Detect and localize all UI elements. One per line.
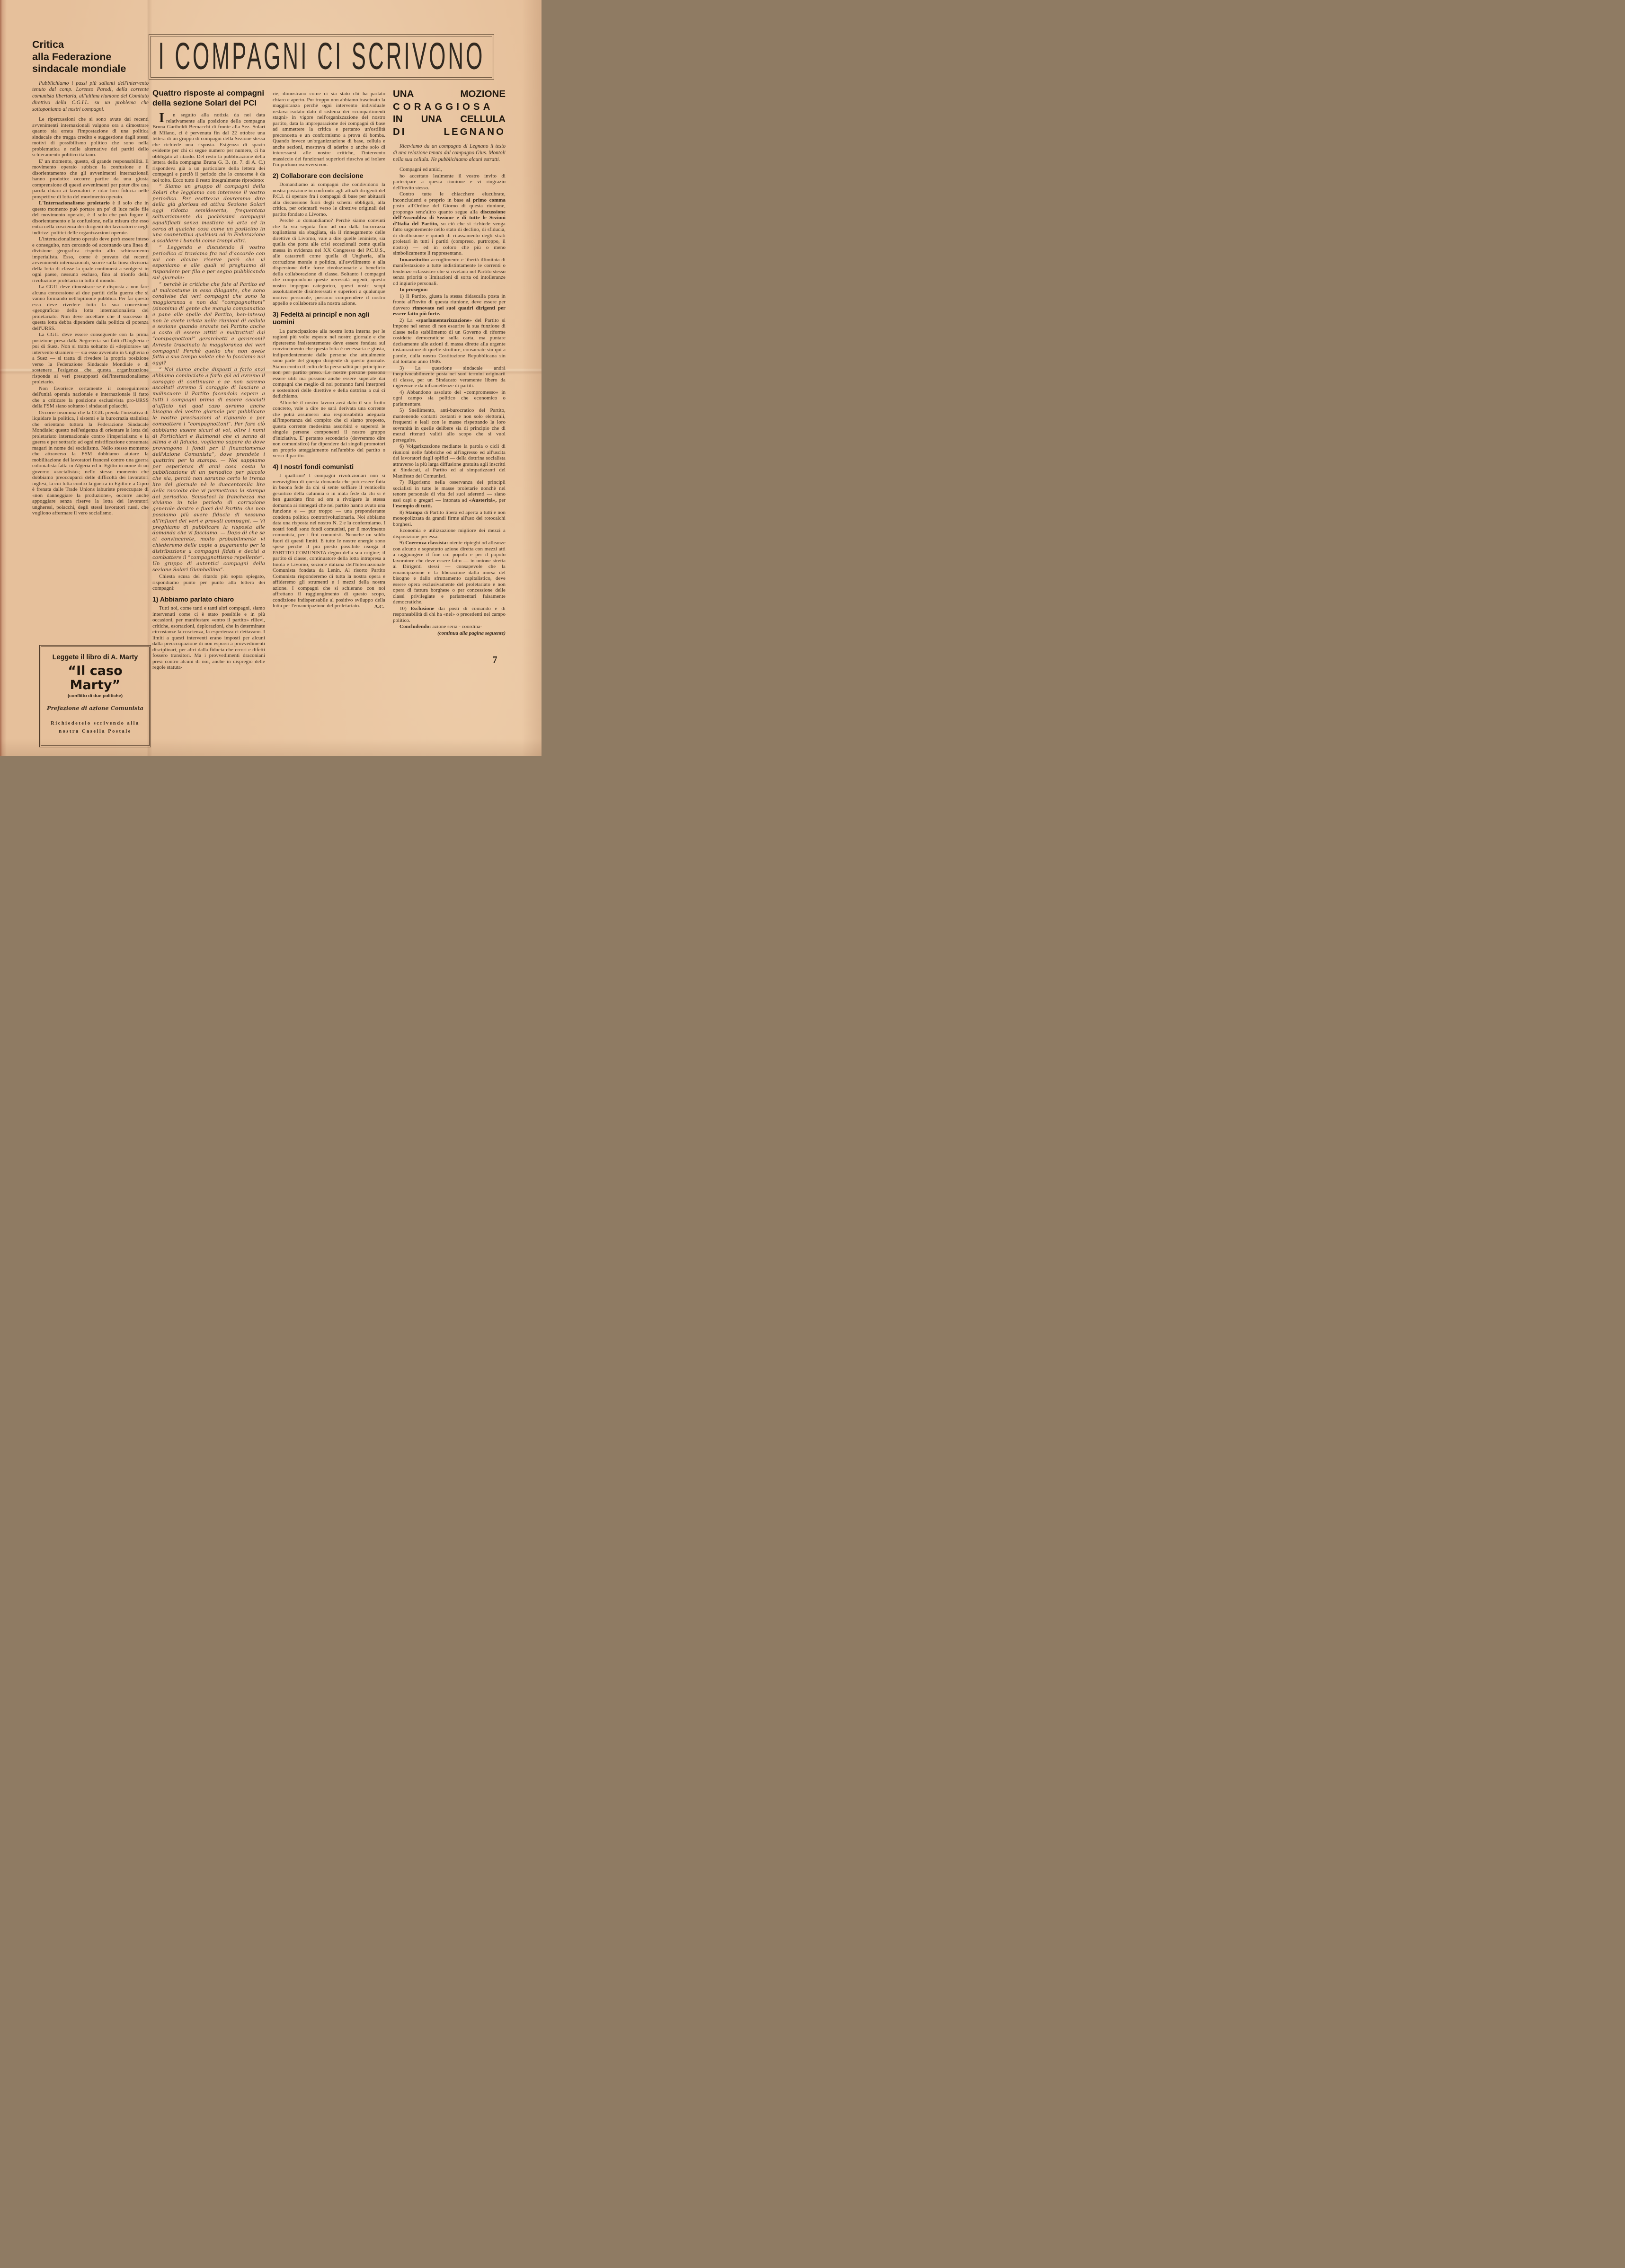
ad-lead-line: Leggete il libro di A. Marty [52, 654, 138, 661]
ad-request-note: Richiedetelo scrivendo alla nostra Casella Postale [51, 721, 140, 734]
title-line: IN UNA CELLULA [393, 114, 506, 124]
paragraph: I quattrini? I compagni rivoluzionari non si meraviglino di questa domanda che può essere fatta in buona fede da chi si sente soffiare il venticello gesuitico della calunnia o in mala fede da chi si è ben guardato fino ad ora a rivolgere la stessa domanda ai rinnegati che nel partito hanno avuto una funzione e — pur troppo — una preponderante condotta politica controrivoluzionaria. Noi abbiamo data una risposta nel nostro N. 2 e la confermiamo. I nostri fondi sono fondi comunisti, per il movimento comunista, per i fini comunisti. Neanche un soldo fuori di questi limiti. E tutte le nostre energie sono spese perchè il più presto possibile risorga il PARTITO COMUNISTA degno della sua origine; il partito di classe, continuatore della lotta intrapresa a Imola e Livorno, sezione italiana dell'Internazionale Comunista fondata da Lenin. Al risorto Partito Comunista risponderemo di tutta la nostra opera e affideremo gli strumenti e i mezzi della nostra azione. I compagni che si schierano con noi affrettano il raggiungimento di questo scopo, condizione indispensabile al positivo sviluppo della lotta per l'emancipazione del proletariato. [273, 473, 385, 609]
ad-book-title: “Il caso Marty” [68, 664, 123, 692]
paragraph: In seguito alla notizia da noi data relativamente alla posizione della compagna Bruna Gariboldi Bernacchi di fronte alla Sez. Solari di Milano, ci è pervenuta fin dal 22 ottobre una lettera di un gruppo di compagni della Sezione stessa che richiede una risposta. Esigenza di spazio evidente per chi ci segue numero per numero, ci ha obbligato al ritardo. Del resto la pubblicazione della lettera della compagna Bruna G. B. (n. 7. di A. C.) rispondeva già a un particolare della lettera dei compagni e perciò il periodo che lo concerne è da noi tolto. Ecco tutto il resto integralmente riprodotto: [152, 111, 265, 183]
list-item: 7) Rigorismo nella osservanza dei principii socialisti in tutte le masse proletarie nonchè nel tenore personale di vita dei suoi aderenti — siano essi capi o gregari — intonata ad «Austerità», per l'esempio di tutti. [393, 479, 506, 509]
list-item: 2) La «sparlamentarizzazione» del Partito si impone nel senso di non esaurire la sua funzione di classe nello stabilimento di un Governo di riforme cosidette democratiche sulla carta, ma puntare decisamente alle azioni di massa dirette alla urgente instaurazione di quelle strutture, consacrate sin quì a parole, dalla nostra Costituzione Repubblicana sin dal lontano anno 1946. [393, 317, 506, 365]
marty-book-ad [41, 647, 150, 746]
paragraph: E' un momento, questo, di grande responsabilità. Il movimento operaio subisce la confusione e il disorientamento che gli avvenimenti internazionali hanno prodotto: occorre partire da una giusta comprensione di questi avvenimenti per poter dire una parola chiara ai lavoratori e ridar loro fiducia nelle prospettive di lotta del movimento operaio. [32, 158, 149, 200]
newspaper-page [0, 0, 542, 756]
masthead-title: I COMPAGNI CI SCRIVONO [158, 35, 485, 78]
paragraph: Compagni ed amici, [400, 167, 442, 173]
paragraph: In proseguo: [400, 287, 428, 293]
paragraph: Le ripercussioni che si sono avute dai recenti avvenimenti internazionali valgono ora a dimostrare quanto sia errata l'impostazione di una politica sindacale che tragga credito e suggestione dagli stessi motivi di possibilismo politico che sono nella problematica e nelle alternative dei partiti dello schieramento politico italiano. [32, 116, 149, 158]
list-item: 3) La questione sindacale andrà inequivocabilmente posta nei suoi termini originarii di classe, per un Sindacato veramente libero da ingerenze e da inframettenze di partiti. [393, 365, 506, 389]
paragraph: Tutti noi, come tanti e tanti altri compagni, siamo intervenuti come ci è stato possibile e in più occasioni, per manifestare «entro il partito» rilievi, critiche, esortazioni, deplorazioni, che in determinate circostanze la coscienza, la esperienza ci dettavano. I limiti a questi interventi erano imposti per alcuni dalla preoccupazione di non esporsi a provvedimenti disciplinari, per altri dalla fiducia che errori e difetti fossero transitori. Ma i provvedimenti draconiani presi contro alcuni di noi, anche in dispregio delle regole statuta- [152, 605, 265, 670]
article-quattro-risposte-continuation [273, 91, 385, 664]
title-line: alla Federazione [32, 51, 112, 62]
article-mozione-legnano [393, 88, 506, 659]
ad-preface-wrap [45, 704, 145, 719]
paragraph: Allorchè il nostro lavoro avrà dato il suo frutto concreto, vale a dire ne sarà derivata una corrente che potrà assumersi una responsabilità adeguata all'importanza del compito che ci siamo proposto, questa corrente medesima assorbirà e supererà le singole persone componenti il nostro gruppo d'iniziativa. E' pertanto secondario (dovremmo dire non comunistico) far dipendere dai singoli promotori un proprio atteggiamento nell'ambito del partito o verso il partito. [273, 399, 385, 459]
paragraph: Concludendo: azione seria - coordina- [400, 624, 482, 630]
title-line: della sezione Solari del PCI [152, 98, 257, 107]
article-critica-fsm [32, 39, 149, 636]
letter-paragraph: ” perchè le critiche che fate al Partito ed al malcostume in esso dilagante, che sono condivise dai veri compagni che sono la maggioranza e non dai ”compagnottoni” (sinonimo di gente che mangia companatico e pane alle spalle del Partito, ben-inteso) non le avete urlate nelle riunioni di cellula e sezione quando eravate nel Partito anche a costo di essere zittiti e maltrattati dai ”compagnottoni” gerarchetti e gerarconi? Avreste trascinato la maggioranza dei veri compagni! Perchè quello che non avete fatto a suo tempo volete che lo facciamo noi oggi? [152, 281, 265, 366]
paragraph: Chiesta scusa del ritardo più sopra spiegato, rispondiamo punto per punto alla lettera dei compagni: [152, 574, 265, 591]
quattro-title [152, 88, 265, 108]
paragraph: Innanzitutto: accoglimento e libertà illimitata di manifestazione a tutte indistintamente le correnti o tendenze «classiste» che si rivelano nel Partito stesso senza priorità o limitazioni di sorta od intolleranze od ingiurie personali. [393, 257, 506, 286]
paragraph: Occorre insomma che la CGIL prenda l'iniziativa di liquidare la politica, i sistemi e la burocrazia stalinista che orientano tuttora la Federazione Sindacale Mondiale: questo nell'esigenza di orientare la lotta del proletariato internazionale contro l'imperialismo e la guerra e per sottrarlo ad ogni mistificazione consumata magari in nome del socialismo. Nello stesso momento che attraverso la FSM dobbiamo aiutare la mobilitazione dei lavoratori francesi contro una guerra colonialista fatta in Algeria ed in Egitto in nome di un governo «socialista»; nello stesso momento che dobbiamo preoccuparci delle difficoltà dei lavoratori inglesi, la cui lotta contro la guerra in Egitto e a Cipro è frenata dalle Trade Unions laburiste preoccupate di «non danneggiare la produzione», occorre anche appoggiare senza riserve la lotta dei lavoratori ungheresi, polacchi, degli stessi lavoratori russi, che vogliono affermare il vero socialismo. [32, 409, 149, 516]
title-line: sindacale mondiale [32, 63, 126, 74]
title-line: Critica [32, 39, 64, 50]
section-heading-1: 1) Abbiamo parlato chiaro [152, 595, 234, 603]
mozione-title [393, 88, 506, 138]
ad-subtitle: (conflitto di due politiche) [67, 693, 123, 699]
section-heading-3: 3) Fedeltà ai principî e non agli uomini [273, 310, 370, 326]
critica-intro: Pubblichiamo i passi più salienti dell'intervento tenuto dal comp. Lorenzo Parodi, della corrente comunista libertaria, all'ultima riunione del Comitato direttivo della C.G.I.L. su un problema che sottoponiamo ai nostri compagni. [32, 80, 149, 112]
paragraph: Non favorisce certamente il conseguimento dell'unità operaia nazionale e internazionale il fatto che a criticare la posizione esclusivista pro-URSS della FSM siano soltanto i sindacati polacchi. [32, 385, 149, 409]
letter-paragraph: ” Leggendo e discutendo il vostro periodico ci troviamo fra noi d'accordo con voi con alcune riserve però che vi esponiamo e alle quali vi preghiamo di rispondere per filo e per segno pubblicando sul giornale: [152, 244, 265, 281]
title-line: CORAGGIOSA [393, 101, 494, 112]
paragraph: La CGIL deve dimostrare se è disposta a non fare alcuna concessione ai due partiti della guerra che si vanno formando nell'opinione pubblica. Per far questo essa deve rivedere tutta la sua concezione «geografica» della lotta internazionalista del proletariato. Non deve accettare che il successo di questa lotta debba dipendere dalla politica di potenza dell'URSS. [32, 284, 149, 331]
paragraph: Domandiamo ai compagni che condividono la nostra posizione in confronto agli attuali dirigenti del P.C.I. di operare fra i compagni di base per abituarli alla discussione fuori degli schemi obbligati, alla critica, per orientarli verso le direttive originali del partito fondato a Livorno. [273, 182, 385, 217]
masthead-box [151, 36, 492, 78]
paragraph: ho accettato lealmente il vostro invito di partecipare a questa riunione e vi ringrazio dell'invito stesso. [393, 173, 506, 191]
list-item: 6) Volgarizzazione mediante la parola o cicli di riunioni nelle fabbriche od all'ingresso ed all'uscita dei lavoratori dagli opifici — della dottrina socialista attraverso la più larga diffusione gratuita agli inscritti ai Sindacati, al Partito ed ai simpatizzanti del Manifesto dei Comunisti. [393, 443, 506, 479]
section-heading-4: 4) I nostri fondi comunisti [273, 462, 354, 470]
letter-paragraph: ” Siamo un gruppo di compagni della Solari che leggiamo con interesse il vostro periodico. Per esattezza dovremmo dire della già gloriosa ed attiva Sezione Solari oggi ridotta semideserta, frequentata saltuariamente da pochissimi compagni squalificati senza mestiere nè arte ed in cerca di qualche cosa come un posticino in una cooperativa qualsiasi od in Federazione a scaldare i banchi come troppi altri. [152, 184, 265, 244]
paragraph: La partecipazione alla nostra lotta interna per le ragioni più volte esposte nel nostro giornale e che ripeteremo insistentemente deve essere fondata sul convincimento che questa lotta è necessaria e giusta, indipendentemente dalle persone che attualmente sono parte del gruppo dirigente di questo giornale. Siamo contro il culto della personalità per principio e non per partito preso. Le nostre persone possono essere utili ma possono anche essere superate dai compagni che meglio di noi potranno farsi interpreti e sostenitori delle direttive e della dottrina a cui ci dedichiamo. [273, 328, 385, 399]
mozione-intro: Riceviamo da un compagno di Legnano il testo di una relazione tenuta dal compagno Gius. Montoli nella sua cellula. Ne pubblichiamo alcuni estratti. [393, 143, 506, 162]
continuation-note: (continua alla pagina seguente) [437, 630, 506, 636]
title-line: UNA MOZIONE [393, 89, 506, 99]
paragraph: La CGIL deve essere conseguente con la prima posizione presa dalla Segreteria sui fatti d'Ungheria e poi di Suez. Non si tratta soltanto di «deplorare» un intervento straniero — sia esso avvenuto in Ungheria o a Suez — si tratta di rivedere la propria posizione verso la Federazione Sindacale Mondiale e di sostenere l'esigenza che questa organizzazione risponda ai veri presupposti dell'internazionalismo proletario. [32, 332, 149, 385]
list-item: Economia e utilizzazione migliore dei mezzi a disposizione per essa. [393, 528, 506, 540]
paragraph: L'internazionalismo operaio deve però essere inteso e conseguito, non cercando od accettando una linea di divisione geografica rispetto allo schieramento imperialista. Esso, come è provato dai recenti avvenimenti internazionali, scorre sulla linea divisoria della lotta di classe la quale continuerà a svolgersi in ogni paese, nessuno escluso, fino al trionfo della rivoluzione proletaria in tutto il mondo. [32, 236, 149, 284]
letter-paragraph: ” Noi siamo anche disposti a farlo anzi abbiamo cominciato a farlo già ed avremo il coraggio di continuare e se non saremo ascoltati avremo il coraggio di lasciare a malincuore il Partito facendolo sapere a tutti i compagni prima di essere cacciati d'ufficio nel qual caso avremo anche bisogno del vostro giornale per pubblicare le nostre precisazioni al riguardo e per combattere i ”compagnottoni”. Per fare ciò dobbiamo essere sicuri di voi, oltre i nomi di Fortichiari e Raimondi che ci sanno di stima e di fiducia, vogliamo sapere da dove provengono i fondi per il finanziamento dell'Azione Comunista”, dove prendete i quattrini per la stampa. — Noi sappiamo per esperienza di anni cosa costa la pubblicazione di un periodico per piccolo che sia, perciò non saranno certo le trenta lire del giornale nè le duecentomila lire della raccolta che vi permettono la stampa del periodico. Scusateci la franchezza ma viviamo in tale periodo di corruzione generale dentro e fuori del Partito che non possiamo più avere fiducia di nessuno all'infuori dei veri e provati compagni. — Vi preghiamo di pubblicare la risposta alle domanda che vi facciamo. — Dopo di che se ci convincerete, molto probabilmente vi chiederemo delle copie a pagamento per la distribuzione a compagni fidati e decisi a combattere il ”compagnottismo repellente”. [152, 366, 265, 560]
article-quattro-risposte [152, 88, 265, 733]
title-line: Quattro risposte ai compagni [152, 89, 265, 97]
section-heading-2: 2) Collaborare con decisione [273, 171, 364, 179]
title-line: DI LEGNANO [393, 126, 506, 137]
ad-preface: Prefazione di azione Comunista [47, 705, 143, 713]
list-item: 1) Il Partito, giusta la stessa didascalia posta in fronte all'invito di questa riunione, deve essere per davvero rinnovato nei suoi quadri dirigenti per essere fatto più forte. [393, 293, 506, 317]
list-item: 9) Coerenza classista: niente ripieghi od alleanze con alcuno e sopratutto azione diretta con mezzi atti a raggiungere il fine col popolo e per il popolo lavoratore che deve essere fatto — in unione stretta ai Dirigenti stessi — consapevole che la emancipazione e la liberazione dalla morsa del bisogno e dallo sfruttamento capitalistico, deve essere opera esclusivamente del proletariato e non opera di fattura borghese o per concessione delle classi privilegiate e parlamentari falsamente democratiche. [393, 540, 506, 605]
list-item: 5) Snellimento, anti-burocratico del Partito, mantenendo contatti costanti e non solo elettorali, frequenti e leali con le masse rispettando la loro sovranità in quelle delibere sia di principio che di mezzi ritenuti validi allo scopo che si vuol perseguire. [393, 408, 506, 443]
article-signature: A.C. [374, 603, 384, 610]
list-item: 10) Esclusione dai posti di comando e di responsabilità di chi ha «nei» o precedenti nel campo politico. [393, 605, 506, 623]
letter-signature: Un gruppo di autentici compagni della sezione Solari Giambellino”. [152, 561, 265, 573]
paragraph: Perchè lo domandiamo? Perchè siamo convinti che la via seguita fino ad ora dalla burocrazia togliattiana sia sbagliata, sia il rinnegamento delle direttive di Livorno, vale a dire quelle leniniste, sia quella che porta alle crisi eccezionali come quella messa in evidenza nel XX Congresso del P.C.U.S., alle catastrofi come quella di Ungheria, alla corruzione morale e politica, all'avvilimento e alla dispersione delle forze rivoluzionarie a beneficio della collaborazione di classe. Soltanto i compagni che comprendono queste necessità urgenti, questo nostro impegno categorico, questi nostri scopi assolutamente disinteressati e superiori a qualunque motivo personale, possono comprendere il nostro appello e collaborare alla nostra azione. [273, 218, 385, 306]
paragraph: rie, dimostrano come ci sia stato chi ha parlato chiaro e aperto. Pur troppo non abbiamo trascinato la maggioranza perchè ogni intervento individuale restava isolato dato il sistema dei «compartimenti stagni» in vigore nell'organizzazione del nostro partito, data la impreparazione dei compagni di base ad ammettere la critica e pertanto un'ostilità preconcetta e un conformismo a prova di bomba. Quando invece un'organizzazione di base, cellula e anche sezioni, mostrava di aderire o anche solo di interessarsi alle nostre critiche, l'intervento massiccio dei funzionari superiori riusciva ad isolare l'importuno «sovversivo». [273, 91, 385, 168]
list-item: 8) Stampa di Partito libera ed aperta a tutti e non monopolizzata da grandi firme all'uso dei rotocalchi borghesi. [393, 509, 506, 527]
page-number: 7 [492, 654, 497, 665]
paragraph: Contro tutte le chiacchere elucubrate, inconcludenti e proprio in base al primo comma posto all'Ordine del Giorno di questa riunione, propongo senz'altro quanto segue alla discussione dell'Assemblea di Sezione e di tutte le Sezioni d'Italia del Partito, su ciò che si richiede venga fatto urgentemente nello stato di declino, di sfiducia, di disillusione e quindi di rilassamento degli strati proletari in tutti i partiti (compreso, purtroppo, il nostro) — ed in coloro che più o meno simbolicamente li rappresentano. [393, 191, 506, 257]
paragraph: L'Internazionalismo proletario è il solo che in questo momento può portare un po' di luce nelle file del movimento operaio, è il solo che può fugare il disorientamento e la confusione, nella misura che esso entra nella coscienza dei dirigenti dei lavoratori e negli indirizzi politici delle organizzazioni operaie. [32, 200, 149, 236]
list-item: 4) Abbandono assoluto del «compromesso» in ogni campo sia politico che economico o parlamentare. [393, 389, 506, 407]
critica-title [32, 39, 149, 75]
